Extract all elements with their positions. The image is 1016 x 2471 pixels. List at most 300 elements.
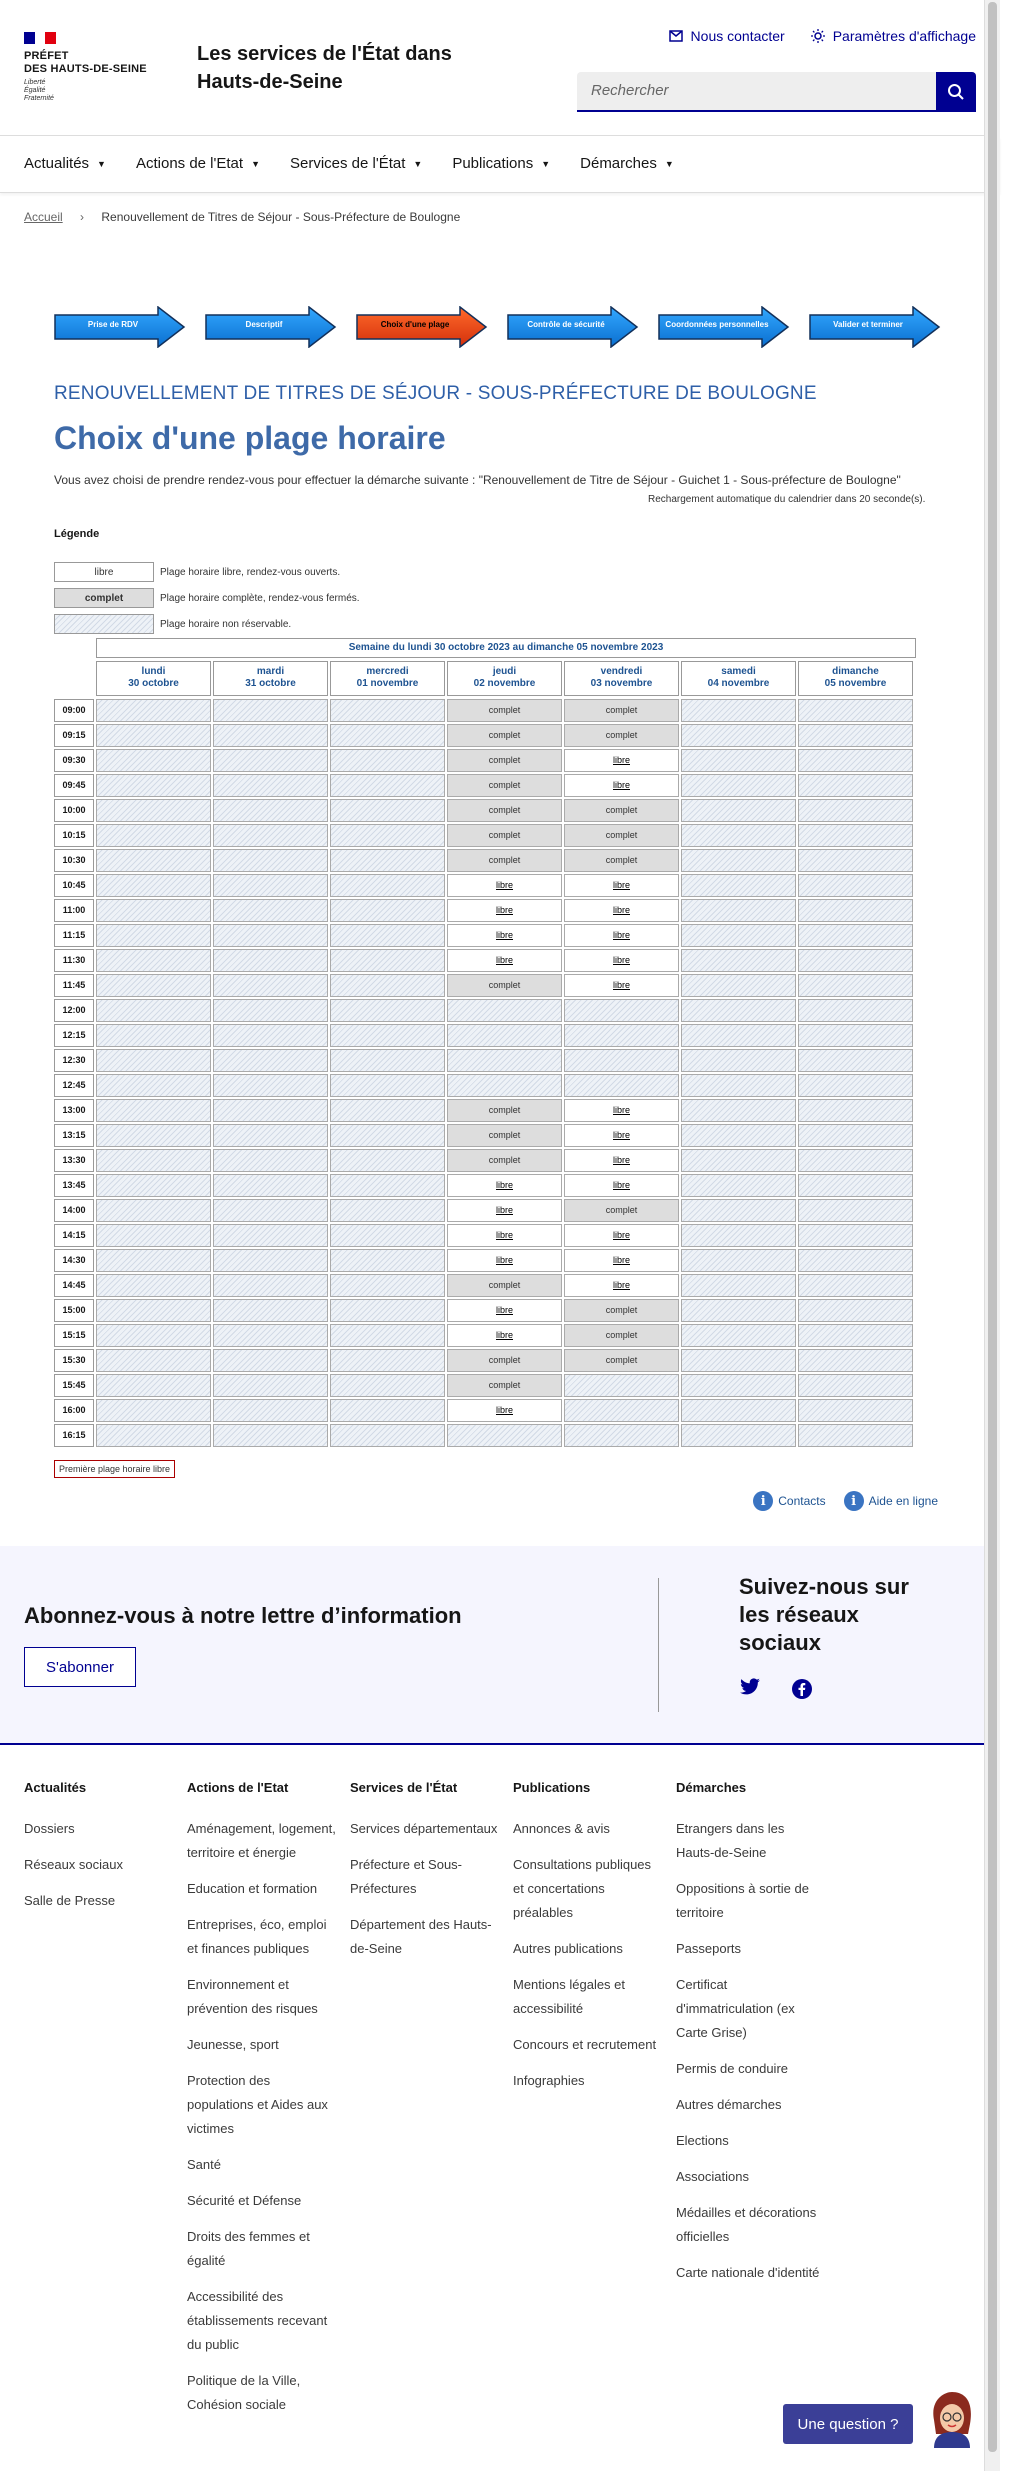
slot-unavailable: [96, 1124, 211, 1147]
footer-link[interactable]: Autres publications: [513, 1941, 623, 1956]
slot-unavailable: [798, 949, 913, 972]
slot-unavailable: [96, 1174, 211, 1197]
slot-complet: complet: [447, 1374, 562, 1397]
slot-unavailable: [798, 824, 913, 847]
site-title[interactable]: Les services de l'État dans Hauts-de-Seine: [197, 43, 452, 93]
slot-row: [54, 1374, 913, 1397]
slot-unavailable: [213, 824, 328, 847]
footer-heading: Actions de l'Etat: [187, 1780, 289, 1795]
footer-link[interactable]: Etrangers dans les Hauts-de-Seine: [676, 1821, 785, 1860]
slot-libre[interactable]: libre: [564, 1174, 679, 1197]
slot-row: [54, 974, 913, 997]
slot-unavailable: [96, 1099, 211, 1122]
slot-libre[interactable]: libre: [564, 949, 679, 972]
slot-row: [54, 1224, 913, 1247]
chevron-right-icon: ›: [80, 210, 85, 224]
slot-complet: complet: [447, 1349, 562, 1372]
slot-unavailable: [213, 1149, 328, 1172]
slot-unavailable: [798, 924, 913, 947]
slot-unavailable: [213, 1324, 328, 1347]
slot-unavailable: [681, 1274, 796, 1297]
day-header: jeudi 02 novembre: [447, 661, 562, 696]
slot-complet: complet: [447, 849, 562, 872]
display-settings-link[interactable]: Paramètres d'affichage: [811, 28, 976, 44]
slot-unavailable: [213, 799, 328, 822]
slot-unavailable: [96, 1149, 211, 1172]
slot-unavailable: [213, 1199, 328, 1222]
online-help-link[interactable]: i Aide en ligne: [844, 1491, 938, 1511]
slot-time: 14:00: [54, 1199, 94, 1222]
slot-time: 13:00: [54, 1099, 94, 1122]
slot-unavailable: [798, 1099, 913, 1122]
chat-button[interactable]: Une question ?: [783, 2404, 913, 2444]
slot-libre[interactable]: libre: [564, 1274, 679, 1297]
slot-libre[interactable]: libre: [447, 899, 562, 922]
slot-unavailable: [330, 799, 445, 822]
slot-unavailable: [96, 974, 211, 997]
slot-unavailable: [213, 1224, 328, 1247]
chevron-down-icon: ▼: [251, 158, 260, 169]
slot-unavailable: [213, 1424, 328, 1447]
intro-text: Vous avez choisi de prendre rendez-vous pour effectuer la démarche suivante : "Renouvellement de Titre de Séjour - Guichet 1 - Sous-préfecture de Boulogne": [54, 473, 901, 487]
prefet-logo[interactable]: [24, 32, 164, 103]
footer-column: [513, 1780, 663, 2105]
slot-unavailable: [798, 1024, 913, 1047]
footer-link[interactable]: Jeunesse, sport: [187, 2037, 279, 2052]
slot-unavailable: [96, 1299, 211, 1322]
legend-libre-box: libre: [54, 562, 154, 582]
slot-complet: complet: [564, 849, 679, 872]
slot-unavailable: [330, 1199, 445, 1222]
slot-unavailable: [681, 1099, 796, 1122]
slot-unavailable: [96, 1074, 211, 1097]
slot-libre[interactable]: libre: [564, 1249, 679, 1272]
flag-icon: [24, 32, 56, 44]
slot-unavailable: [330, 1249, 445, 1272]
slot-unavailable: [564, 1424, 679, 1447]
chevron-down-icon: ▼: [541, 158, 551, 169]
step-label: Valider et terminer: [833, 320, 903, 329]
slot-complet: complet: [564, 699, 679, 722]
site-header: [0, 0, 1000, 136]
progress-steps: [54, 306, 934, 348]
slot-unavailable: [96, 824, 211, 847]
footer-link[interactable]: Autres démarches: [676, 2097, 782, 2112]
slot-complet: complet: [447, 1099, 562, 1122]
slot-unavailable: [564, 1049, 679, 1072]
slot-time: 11:15: [54, 924, 94, 947]
slot-complet: complet: [447, 724, 562, 747]
slot-row: [54, 949, 913, 972]
footer-link[interactable]: Sécurité et Défense: [187, 2193, 302, 2208]
slot-complet: complet: [447, 1124, 562, 1147]
slot-unavailable: [681, 1299, 796, 1322]
info-icon: i: [753, 1491, 773, 1511]
facebook-icon[interactable]: [791, 1678, 813, 1700]
footer-link[interactable]: Concours et recrutement: [513, 2037, 657, 2052]
slot-unavailable: [213, 999, 328, 1022]
slot-unavailable: [798, 749, 913, 772]
slot-unavailable: [96, 799, 211, 822]
slot-unavailable: [798, 1424, 913, 1447]
slot-libre[interactable]: libre: [564, 1124, 679, 1147]
slot-row: [54, 899, 913, 922]
slot-libre[interactable]: libre: [447, 1224, 562, 1247]
footer-column: [350, 1780, 500, 1973]
slot-unavailable: [798, 1249, 913, 1272]
slot-unavailable: [798, 774, 913, 797]
slot-unavailable: [447, 1049, 562, 1072]
step-label: Coordonnées personnelles: [665, 320, 769, 329]
slot-libre[interactable]: libre: [447, 1324, 562, 1347]
slot-row: [54, 1149, 913, 1172]
slot-libre[interactable]: libre: [564, 874, 679, 897]
slot-unavailable: [330, 749, 445, 772]
slot-unavailable: [96, 899, 211, 922]
footer-link[interactable]: Certificat d'immatriculation (ex Carte Grise): [676, 1977, 795, 2040]
slot-time: 16:15: [54, 1424, 94, 1447]
nav-item[interactable]: Services de l'État ▼: [289, 155, 423, 172]
header-links: [669, 28, 976, 44]
footer-link[interactable]: Département des Hauts-de-Seine: [350, 1917, 492, 1956]
chevron-down-icon: ▼: [664, 158, 674, 169]
slot-unavailable: [96, 924, 211, 947]
slot-unavailable: [447, 1424, 562, 1447]
slot-unavailable: [798, 1049, 913, 1072]
breadcrumb-home[interactable]: Accueil: [24, 210, 63, 224]
slot-libre[interactable]: libre: [564, 1224, 679, 1247]
slot-unavailable: [330, 774, 445, 797]
footer-link[interactable]: Oppositions à sortie de territoire: [676, 1881, 809, 1920]
slot-unavailable: [330, 874, 445, 897]
slot-row: [54, 1124, 913, 1147]
scrollbar[interactable]: [984, 0, 1000, 2471]
slot-unavailable: [798, 1299, 913, 1322]
slot-libre[interactable]: libre: [447, 1249, 562, 1272]
slot-row: [54, 924, 913, 947]
slot-row: [54, 1074, 913, 1097]
day-header: mercredi 01 novembre: [330, 661, 445, 696]
slot-libre[interactable]: libre: [447, 874, 562, 897]
slot-unavailable: [330, 1174, 445, 1197]
legend-title: Légende: [54, 528, 100, 540]
slot-complet: complet: [564, 1324, 679, 1347]
slot-time: 14:15: [54, 1224, 94, 1247]
slot-unavailable: [681, 749, 796, 772]
slot-unavailable: [96, 774, 211, 797]
nav-item[interactable]: Actions de l'Etat ▼: [135, 155, 260, 172]
footer-link[interactable]: Consultations publiques et concertations préalables: [513, 1857, 652, 1920]
slot-libre[interactable]: libre: [447, 1299, 562, 1322]
slot-unavailable: [798, 1199, 913, 1222]
slot-unavailable: [96, 1424, 211, 1447]
nav-item[interactable]: Publications ▼: [452, 155, 551, 172]
slot-unavailable: [681, 1249, 796, 1272]
slot-row: [54, 1249, 913, 1272]
footer-link[interactable]: Entreprises, éco, emploi et finances publiques: [187, 1917, 327, 1956]
slot-unavailable: [564, 1074, 679, 1097]
step-label: Descriptif: [245, 320, 283, 329]
slot-unavailable: [213, 774, 328, 797]
slot-unavailable: [96, 999, 211, 1022]
slot-unavailable: [96, 1274, 211, 1297]
slot-unavailable: [96, 1024, 211, 1047]
social-links: [739, 1678, 813, 1700]
slot-unavailable: [798, 1174, 913, 1197]
search-input[interactable]: Rechercher: [577, 72, 936, 112]
slot-libre[interactable]: libre: [447, 924, 562, 947]
nav-item[interactable]: Actualités ▼: [24, 155, 106, 172]
slot-row: [54, 1274, 913, 1297]
slot-unavailable: [330, 1349, 445, 1372]
nav-item[interactable]: Démarches ▼: [580, 155, 674, 172]
slot-unavailable: [681, 899, 796, 922]
slot-unavailable: [96, 849, 211, 872]
legend-na-box: [54, 614, 154, 634]
legend-complet-box: complet: [54, 588, 154, 608]
slot-libre[interactable]: libre: [564, 1149, 679, 1172]
newsletter-section: [0, 1546, 1000, 1745]
slot-unavailable: [330, 1049, 445, 1072]
slot-unavailable: [681, 1399, 796, 1422]
slot-unavailable: [213, 749, 328, 772]
slot-unavailable: [213, 1299, 328, 1322]
twitter-icon[interactable]: [739, 1678, 761, 1696]
footer-link[interactable]: Elections: [676, 2133, 729, 2148]
slot-unavailable: [681, 1324, 796, 1347]
contacts-link[interactable]: i Contacts: [753, 1491, 825, 1511]
slot-unavailable: [330, 849, 445, 872]
slot-unavailable: [330, 999, 445, 1022]
scrollbar-thumb[interactable]: [988, 2, 997, 2452]
footer-link[interactable]: Education et formation: [187, 1881, 318, 1896]
slot-row: [54, 1199, 913, 1222]
slot-unavailable: [798, 1349, 913, 1372]
footer-link[interactable]: Mentions légales et accessibilité: [513, 1977, 626, 2016]
newsletter-title: Abonnez-vous à notre lettre d’information: [24, 1603, 462, 1628]
legend-na-text: Plage horaire non réservable.: [160, 618, 292, 630]
slot-unavailable: [330, 949, 445, 972]
sun-icon: [811, 29, 825, 43]
slot-unavailable: [213, 1074, 328, 1097]
slot-unavailable: [798, 974, 913, 997]
slot-unavailable: [96, 949, 211, 972]
slot-unavailable: [96, 1199, 211, 1222]
slot-row: [54, 799, 913, 822]
contact-link[interactable]: Nous contacter: [669, 28, 785, 44]
footer-link[interactable]: Passeports: [676, 1941, 742, 1956]
slot-libre[interactable]: libre: [564, 749, 679, 772]
slot-time: 09:45: [54, 774, 94, 797]
breadcrumb: [24, 210, 460, 224]
first-free-slot-button[interactable]: Première plage horaire libre: [54, 1460, 175, 1478]
legend-complet-text: Plage horaire complète, rendez-vous fermés.: [160, 592, 360, 604]
slot-unavailable: [681, 724, 796, 747]
footer-link[interactable]: Accessibilité des établissements recevant du public: [187, 2289, 328, 2352]
legend-libre-text: Plage horaire libre, rendez-vous ouverts.: [160, 566, 341, 578]
slot-unavailable: [213, 1099, 328, 1122]
slot-time: 11:30: [54, 949, 94, 972]
info-icon: i: [844, 1491, 864, 1511]
slot-unavailable: [96, 749, 211, 772]
slot-unavailable: [681, 1424, 796, 1447]
slot-unavailable: [213, 1049, 328, 1072]
slot-row: [54, 824, 913, 847]
footer-link[interactable]: Infographies: [513, 2073, 585, 2088]
slot-row: [54, 1349, 913, 1372]
day-header: lundi 30 octobre: [96, 661, 211, 696]
slot-unavailable: [330, 1099, 445, 1122]
slot-unavailable: [213, 974, 328, 997]
footer-link[interactable]: Réseaux sociaux: [24, 1857, 123, 1872]
slot-unavailable: [213, 1024, 328, 1047]
slot-row: [54, 1424, 913, 1447]
slot-unavailable: [681, 1174, 796, 1197]
legend-na: [54, 614, 291, 634]
slot-time: 15:15: [54, 1324, 94, 1347]
slot-libre[interactable]: libre: [447, 1199, 562, 1222]
slot-complet: complet: [564, 1299, 679, 1322]
footer-link[interactable]: Annonces & avis: [513, 1821, 610, 1836]
slot-unavailable: [330, 824, 445, 847]
slot-unavailable: [681, 1349, 796, 1372]
slot-time: 10:45: [54, 874, 94, 897]
slot-complet: complet: [564, 824, 679, 847]
chatbot-avatar-icon[interactable]: [928, 2390, 976, 2448]
main-nav: [0, 137, 1000, 193]
footer-link[interactable]: Salle de Presse: [24, 1893, 116, 1908]
search-button[interactable]: [936, 72, 976, 112]
slot-row: [54, 849, 913, 872]
reload-text: Rechargement automatique du calendrier dans 20 seconde(s).: [648, 494, 926, 505]
help-links: [753, 1491, 938, 1511]
slot-row: [54, 1099, 913, 1122]
footer-link[interactable]: Médailles et décorations officielles: [676, 2205, 817, 2244]
slot-unavailable: [681, 1024, 796, 1047]
footer-link[interactable]: Dossiers: [24, 1821, 75, 1836]
step-label: Contrôle de sécurité: [527, 320, 605, 329]
follow-title: Suivez-nous sur les réseaux sociaux: [739, 1574, 909, 1655]
footer-link[interactable]: Associations: [676, 2169, 749, 2184]
footer-link[interactable]: Services départementaux: [350, 1821, 498, 1836]
slot-complet: complet: [447, 749, 562, 772]
slot-time: 14:45: [54, 1274, 94, 1297]
slot-row: [54, 774, 913, 797]
slot-libre[interactable]: libre: [564, 924, 679, 947]
slot-time: 10:30: [54, 849, 94, 872]
slot-unavailable: [798, 899, 913, 922]
slot-unavailable: [213, 1174, 328, 1197]
footer-link[interactable]: Droits des femmes et égalité: [187, 2229, 310, 2268]
breadcrumb-current: Renouvellement de Titres de Séjour - Sous-Préfecture de Boulogne: [101, 210, 461, 224]
slot-unavailable: [213, 1399, 328, 1422]
slot-libre[interactable]: libre: [564, 1099, 679, 1122]
slot-unavailable: [96, 1399, 211, 1422]
slot-unavailable: [681, 699, 796, 722]
slot-libre[interactable]: libre: [447, 1399, 562, 1422]
slot-time: 16:00: [54, 1399, 94, 1422]
slot-libre[interactable]: libre: [564, 974, 679, 997]
slot-unavailable: [681, 874, 796, 897]
slot-unavailable: [681, 1074, 796, 1097]
slot-complet: complet: [564, 724, 679, 747]
footer-link[interactable]: Politique de la Ville, Cohésion sociale: [187, 2373, 301, 2412]
footer-link[interactable]: Préfecture et Sous-Préfectures: [350, 1857, 462, 1896]
logo-line1: PRÉFET: [24, 50, 69, 62]
footer-link[interactable]: Carte nationale d'identité: [676, 2265, 820, 2280]
slot-time: 11:45: [54, 974, 94, 997]
slot-unavailable: [681, 1124, 796, 1147]
slot-complet: complet: [447, 974, 562, 997]
footer-link[interactable]: Permis de conduire: [676, 2061, 788, 2076]
slot-row: [54, 1399, 913, 1422]
logo-line2: DES HAUTS-DE-SEINE: [24, 63, 147, 75]
footer-column: [187, 1780, 337, 2429]
slot-time: 12:45: [54, 1074, 94, 1097]
slot-libre[interactable]: libre: [564, 899, 679, 922]
slot-unavailable: [798, 1149, 913, 1172]
slot-unavailable: [798, 1324, 913, 1347]
slot-unavailable: [564, 1399, 679, 1422]
slot-complet: complet: [564, 799, 679, 822]
footer-link[interactable]: Santé: [187, 2157, 221, 2172]
slot-row: [54, 1324, 913, 1347]
slot-complet: complet: [447, 824, 562, 847]
slot-time: 09:15: [54, 724, 94, 747]
slot-unavailable: [447, 1024, 562, 1047]
footer-link[interactable]: Protection des populations et Aides aux victimes: [187, 2073, 328, 2136]
day-header: samedi 04 novembre: [681, 661, 796, 696]
page-title: Choix d'une plage horaire: [54, 420, 446, 456]
slot-complet: complet: [447, 699, 562, 722]
slot-unavailable: [96, 1249, 211, 1272]
slot-unavailable: [798, 1274, 913, 1297]
slot-time: 15:30: [54, 1349, 94, 1372]
slot-unavailable: [798, 1399, 913, 1422]
slot-unavailable: [330, 1374, 445, 1397]
footer-column: [24, 1780, 174, 1925]
slot-complet: complet: [447, 1274, 562, 1297]
slot-unavailable: [798, 1374, 913, 1397]
slot-unavailable: [330, 1024, 445, 1047]
slot-complet: complet: [447, 1149, 562, 1172]
subscribe-button[interactable]: S'abonner: [24, 1647, 136, 1687]
slot-libre[interactable]: libre: [447, 1174, 562, 1197]
slot-libre[interactable]: libre: [447, 949, 562, 972]
legend-complet: [54, 588, 360, 608]
search-icon: [947, 83, 965, 101]
slot-unavailable: [213, 1374, 328, 1397]
slot-unavailable: [681, 949, 796, 972]
slot-unavailable: [213, 1349, 328, 1372]
footer-column: [676, 1780, 826, 2297]
slot-unavailable: [96, 874, 211, 897]
footer-heading: Actualités: [24, 1780, 87, 1795]
footer-link[interactable]: Aménagement, logement, territoire et énergie: [187, 1821, 336, 1860]
slot-complet: complet: [564, 1199, 679, 1222]
slot-unavailable: [213, 1249, 328, 1272]
slot-time: 11:00: [54, 899, 94, 922]
slot-unavailable: [798, 699, 913, 722]
slot-unavailable: [681, 824, 796, 847]
slot-unavailable: [681, 974, 796, 997]
slot-row: [54, 874, 913, 897]
slot-libre[interactable]: libre: [564, 774, 679, 797]
slot-row: [54, 724, 913, 747]
slot-unavailable: [330, 924, 445, 947]
footer-link[interactable]: Environnement et prévention des risques: [187, 1977, 318, 2016]
step-label: Prise de RDV: [87, 320, 139, 329]
